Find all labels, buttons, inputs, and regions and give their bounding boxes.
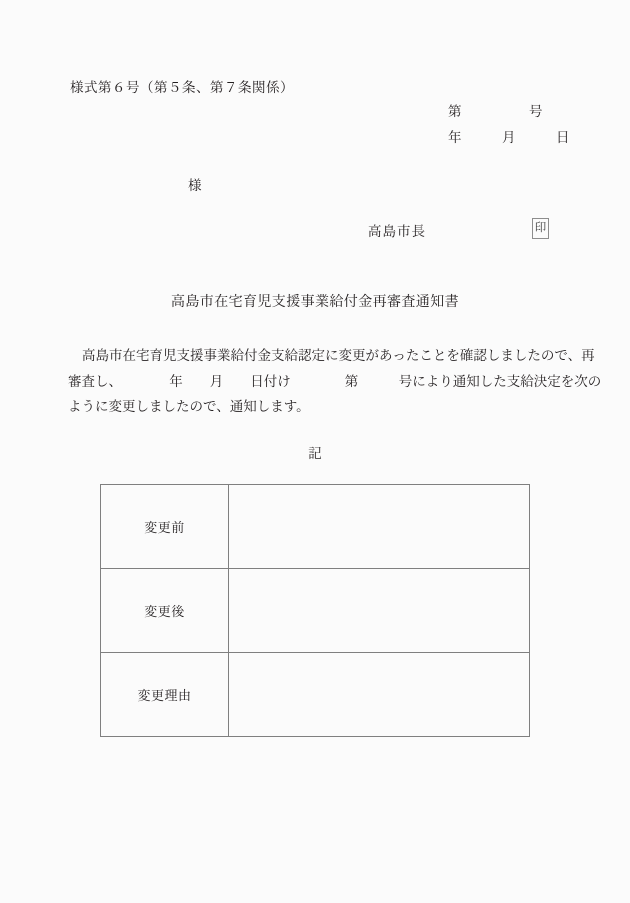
- table-row: [101, 485, 530, 569]
- table-row: [101, 569, 530, 653]
- document-meta-block: [420, 99, 570, 151]
- issuer-row: [368, 220, 548, 244]
- document-date-line: 年 月 日: [448, 130, 570, 145]
- form-number: 様式第６号（第５条、第７条関係）: [70, 80, 294, 95]
- issuer-name: 高島市長: [368, 224, 426, 239]
- body-line: ように変更しましたので、通知します。: [68, 399, 310, 414]
- seal-stamp-box: 印: [532, 218, 549, 239]
- document-number-line: 第 号: [448, 104, 543, 119]
- row-label-change-reason: 変更理由: [101, 653, 229, 737]
- body-line: 審査し、 年 月 日付け 第 号により通知した支給決定を次の: [68, 373, 602, 389]
- row-label-before-change: 変更前: [101, 485, 229, 569]
- row-value-before-change[interactable]: [229, 485, 530, 569]
- row-value-after-change[interactable]: [229, 569, 530, 653]
- addressee-honorific: 様: [188, 178, 202, 193]
- table-row: [101, 653, 530, 737]
- page-title: 高島市在宅育児支援事業給付金再審査通知書: [171, 295, 459, 310]
- body-line: 高島市在宅育児支援事業給付金支給認定に変更があったことを確認しましたので、再: [82, 348, 595, 363]
- record-marker: 記: [308, 446, 322, 461]
- body-paragraph: [68, 343, 602, 420]
- change-details-table: [100, 484, 530, 737]
- row-value-change-reason[interactable]: [229, 653, 530, 737]
- row-label-after-change: 変更後: [101, 569, 229, 653]
